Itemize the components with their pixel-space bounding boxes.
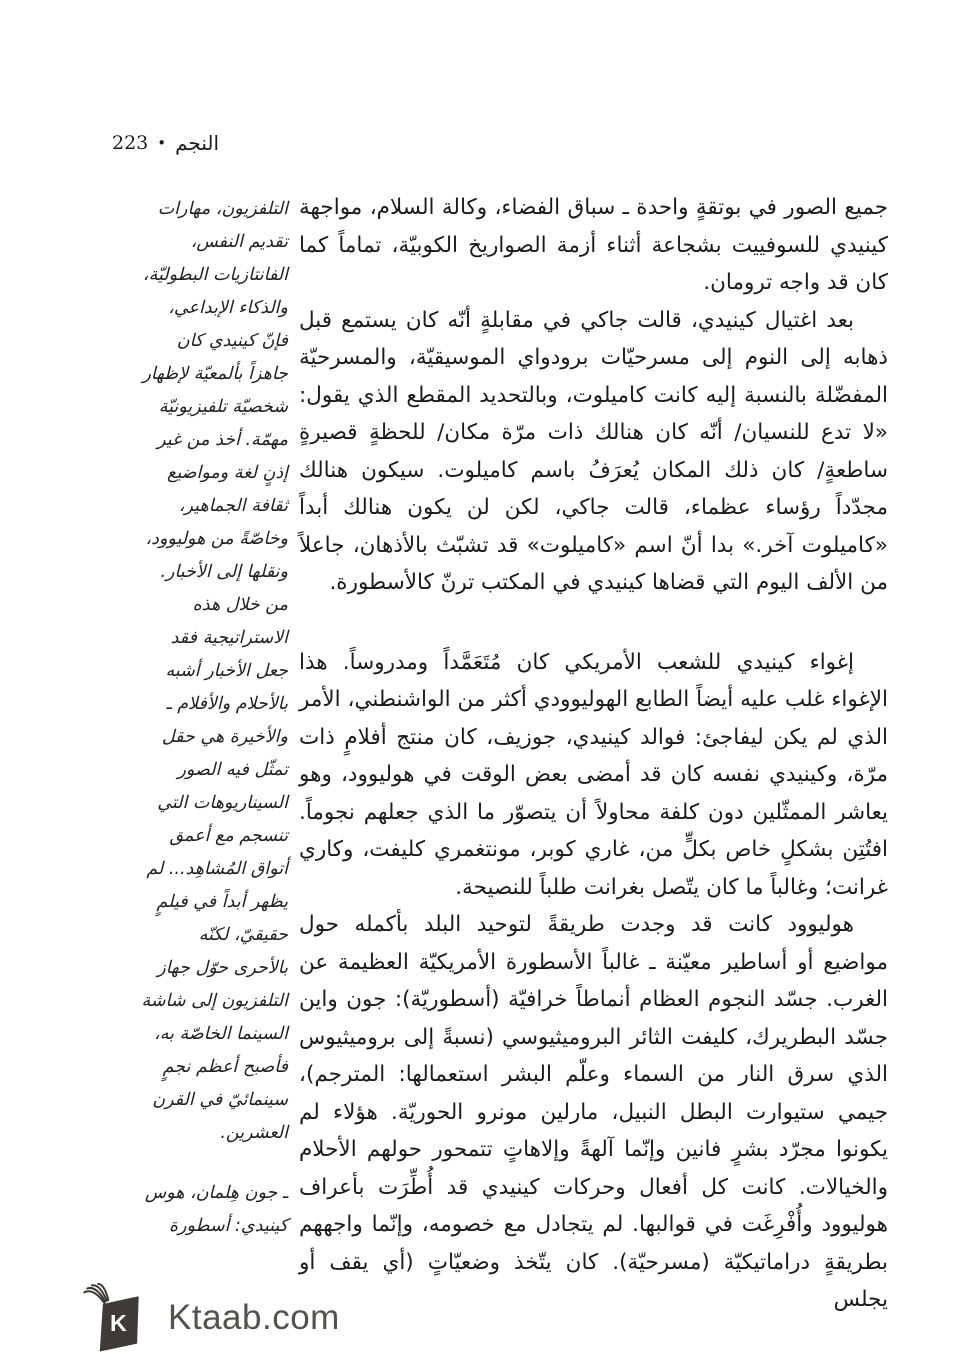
- margin-note-line: التلفزيون، مهارات: [157, 199, 288, 219]
- margin-note-line: مهمّة. أخذ من غير: [157, 430, 288, 450]
- margin-note-line: ونقلها إلى الأخبار.: [160, 562, 288, 582]
- margin-note-line: ثقافة الجماهير،: [178, 496, 288, 516]
- margin-note-line: العشرين.: [220, 1123, 288, 1143]
- logo-letter: K: [110, 1310, 127, 1337]
- chapter-title: النجم: [175, 131, 220, 155]
- brand-text: Ktaab.com: [168, 1298, 340, 1337]
- margin-note-line: أتواق المُشاهِد... لم: [146, 859, 288, 879]
- header-bullet-separator: •: [157, 133, 167, 152]
- margin-note-line: وخاصّةً من هوليوود،: [145, 529, 288, 549]
- book-logo-icon: [76, 1283, 150, 1353]
- margin-note-line: فأصبح أعظم نجمٍ: [162, 1057, 288, 1077]
- body-paragraph: إغواء كينيدي للشعب الأمريكي كان مُتَعَمَّداً ومدروساً. هذا الإغواء غلب عليه أيضاً الطابع الهوليوودي أكثر من الواشنطني، الأمر الذي لم يكن ليفاجئ: فوالد كينيدي، جوزيف، كان منتج أفلامٍ ذات مرّة، وكينيدي نفسه كان قد أمضى بعض الوقت في هوليوود، وهو يعاشر الممثّلين دون كلفة محاولاً أن يتصوّر ما الذي جعلهم نجوماً. افتُتِن بشكلٍ خاص بكلٍّ من، غاري كوبر، مونتغمري كليفت، وكاري غرانت؛ وغالباً ما كان يتّصل بغرانت طلباً للنصيحة.: [299, 649, 888, 900]
- margin-note-line: جاهزاً بألمعيّة لإظهار: [142, 364, 288, 384]
- margin-note-line: يظهر أبداً في فيلمٍ: [156, 892, 288, 912]
- body-paragraph: بعد اغتيال كينيدي، قالت جاكي في مقابلةٍ أنّه كان يستمع قبل ذهابه إلى النوم إلى مسرحيّات برودواي الموسيقيّة، والمسرحيّة المفضّلة بالنسبة إليه كانت كاميلوت، وبالتحديد المقطع الذي يقول: «لا تدع للنسيان/ أنّه كان هنالك ذات مرّة مكان/ للحظةٍ قصيرةٍ ساطعةٍ/ كان ذلك المكان يُعرَفُ باسم كاميلوت. سيكون هنالك مجدّداً رؤساء عظماء، قالت جاكي، لكن لن يكون هنالك أبداً «كاميلوت آخر.» بدا أنّ اسم «كاميلوت» قد تشبّث بالأذهان، جاعلاً من الألف اليوم التي قضاها كينيدي في المكتب ترنّ كالأسطورة.: [299, 307, 888, 595]
- margin-note-line: والذكاء الإبداعي،: [168, 298, 288, 318]
- footer-logo: [76, 1283, 340, 1353]
- margin-note-line: السينما الخاصّة به،: [154, 1024, 288, 1044]
- margin-note-line: فإنّ كينيدي كان: [176, 331, 288, 351]
- margin-note-line: السيناريوهات التي: [157, 793, 288, 813]
- margin-note-line: حقيقيّ، لكنّه: [198, 925, 288, 945]
- margin-note-line: الاستراتيجية فقد: [170, 628, 288, 648]
- margin-note-line: جعل الأخبار أشبه: [165, 661, 288, 681]
- margin-note-line: تمثّل فيه الصور: [177, 760, 288, 780]
- attribution-line: كينيدي: أسطورة: [168, 1216, 288, 1236]
- margin-note-line: والأخيرة هي حقل: [161, 727, 288, 747]
- margin-note-line: إذنٍ لغة ومواضيع: [167, 463, 288, 483]
- margin-note-line: بالأحلام والأفلام ـ: [166, 694, 288, 714]
- margin-note-line: تقديم النفس،: [190, 232, 288, 252]
- margin-note-line: سينمائيّ في القرن: [152, 1090, 288, 1110]
- body-paragraph: هوليوود كانت قد وجدت طريقةً لتوحيد البلد بأكمله حول مواضيع أو أساطير معيّنة ـ غالباً الأسطورة الأمريكيّة العظيمة عن الغرب. جسّد النجوم العظام أنماطاً خرافيّة (أسطوريّة): جون واين جسّد البطريرك، كليفت الثائر البروميثيوسي (نسبةً إلى بروميثيوس الذي سرق النار من السماء وعلّم البشر استعمالها: المترجم)، جيمي ستيوارت البطل النبيل، مارلين مونرو الحوريّة. هؤلاء لم يكونوا مجرّد بشرٍ فانين وإنّما آلهةً وإلاهاتٍ تتمحور حولهم الأحلام والخيالات. كانت كل أفعال وحركات كينيدي قد أُطِّرَت بأعراف هوليوود وأُفْرِغَت في قوالبها. لم يتجادل مع خصومه، وإنّما واجههم بطريقةٍ دراماتيكيّة (مسرحيّة). كان يتّخذ وضعيّاتٍ (أي يقف أو يجلس: [299, 912, 888, 1312]
- margin-note-line: بالأحرى حوّل جهاز: [157, 958, 288, 978]
- body-paragraph: جميع الصور في بوتقةٍ واحدة ـ سباق الفضاء، وكالة السلام، مواجهة كينيدي للسوفييت بشجاعة أثناء أزمة الصواريخ الكوبيّة، تماماً كما كان قد واجه ترومان.: [299, 195, 888, 295]
- page-number: 223: [112, 132, 149, 154]
- margin-note-line: من خلال هذه: [192, 595, 288, 615]
- margin-note: [88, 193, 288, 1243]
- running-head: [112, 131, 219, 155]
- attribution-line: ـ جون هِلمان، هوس: [144, 1183, 288, 1203]
- margin-note-line: التلفزيون إلى شاشة: [141, 991, 288, 1011]
- margin-note-line: تنسجم مع أعمق: [169, 826, 288, 846]
- margin-note-line: شخصيّة تلفيزيونيّة: [158, 397, 288, 417]
- margin-note-line: الفانتازيات البطوليّة،: [142, 265, 288, 285]
- main-text-column: [299, 189, 888, 1319]
- margin-note-attribution: [88, 1177, 288, 1243]
